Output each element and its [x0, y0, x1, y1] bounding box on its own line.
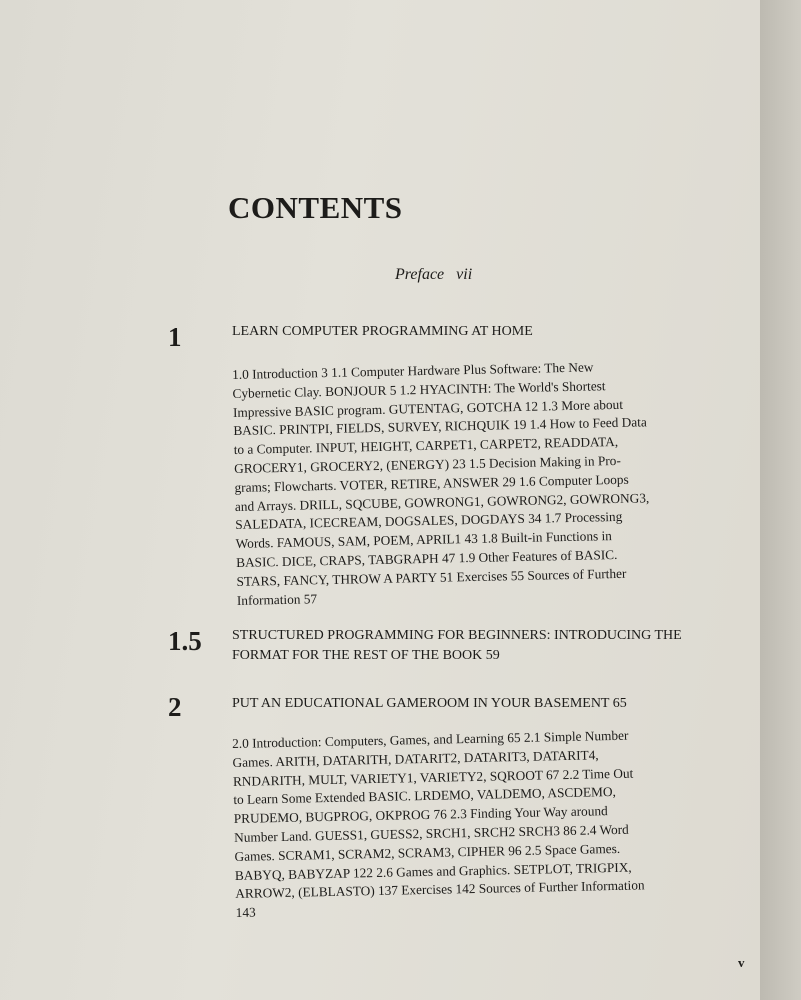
- chapter-1-line: Information 57: [236, 590, 318, 608]
- chapter-2-line: PRUDEMO, BUGPROG, OKPROG 76 2.3 Finding Your Way around: [233, 803, 608, 827]
- page-edge: [760, 0, 801, 1000]
- chapter-2-body: [232, 725, 706, 923]
- preface-page: vii: [456, 266, 473, 283]
- chapter-1-5-title-line: FORMAT FOR THE REST OF THE BOOK 59: [232, 648, 500, 663]
- page-number: v: [738, 955, 745, 970]
- chapter-1-line: SALEDATA, ICECREAM, DOGSALES, DOGDAYS 34 1.7 Processing: [235, 509, 623, 533]
- chapter-1-line: Cybernetic Clay. BONJOUR 5 1.2 HYACINTH: The World's Shortest: [232, 377, 606, 401]
- preface-label: Preface: [395, 266, 445, 283]
- chapter-1-5-number: 1.5: [168, 626, 202, 656]
- preface-entry: [395, 266, 472, 284]
- chapter-2-line: 143: [235, 904, 256, 921]
- chapter-1-line: 1.0 Introduction 3 1.1 Computer Hardware Plus Software: The New: [232, 359, 594, 382]
- chapter-1-line: to a Computer. INPUT, HEIGHT, CARPET1, CARPET2, READDATA,: [233, 434, 619, 458]
- chapter-1-line: GROCERY1, GROCERY2, (ENERGY) 23 1.5 Decision Making in Pro-: [233, 452, 621, 476]
- chapter-1-body: [232, 356, 707, 610]
- chapter-2-line: BABYQ, BABYZAP 122 2.6 Games and Graphics. SETPLOT, TRIGPIX,: [234, 859, 632, 883]
- chapter-1-line: and Arrays. DRILL, SQCUBE, GOWRONG1, GOWRONG2, GOWRONG3,: [234, 489, 650, 514]
- chapter-1-line: Words. FAMOUS, SAM, POEM, APRIL1 43 1.8 Built-in Functions in: [235, 528, 613, 552]
- chapter-2-line: RNDARITH, MULT, VARIETY1, VARIETY2, SQROOT 67 2.2 Time Out: [232, 765, 634, 789]
- chapter-1-line: BASIC. PRINTPI, FIELDS, SURVEY, RICHQUIK 19 1.4 How to Feed Data: [233, 414, 647, 439]
- chapter-2-line: Number Land. GUESS1, GUESS2, SRCH1, SRCH2 SRCH3 86 2.4 Word: [233, 821, 629, 845]
- chapter-1-line: Impressive BASIC program. GUTENTAG, GOTCHA 12 1.3 More about: [232, 396, 624, 420]
- chapter-1-number: 1: [168, 322, 182, 352]
- chapter-1-line: STARS, FANCY, THROW A PARTY 51 Exercises 55 Sources of Further: [236, 565, 627, 589]
- chapter-1-line: BASIC. DICE, CRAPS, TABGRAPH 47 1.9 Other Features of BASIC.: [235, 546, 618, 570]
- chapter-1-5-title-line: STRUCTURED PROGRAMMING FOR BEGINNERS: INTRODUCING THE: [232, 628, 682, 643]
- chapter-2-line: Games. ARITH, DATARITH, DATARIT2, DATARIT3, DATARIT4,: [232, 747, 599, 770]
- chapter-1-title: LEARN COMPUTER PROGRAMMING AT HOME: [232, 324, 533, 339]
- chapter-2-line: to Learn Some Extended BASIC. LRDEMO, VALDEMO, ASCDEMO,: [233, 784, 616, 808]
- chapter-2-line: ARROW2, (ELBLASTO) 137 Exercises 142 Sources of Further Information: [235, 877, 645, 902]
- chapter-2-title: PUT AN EDUCATIONAL GAMEROOM IN YOUR BASEMENT 65: [232, 696, 627, 711]
- contents-heading: CONTENTS: [228, 190, 403, 225]
- chapter-2-line: Games. SCRAM1, SCRAM2, SCRAM3, CIPHER 96 2.5 Space Games.: [234, 840, 621, 864]
- chapter-2-number: 2: [168, 692, 182, 722]
- chapter-1-line: grams; Flowcharts. VOTER, RETIRE, ANSWER 29 1.6 Computer Loops: [234, 471, 629, 495]
- chapter-1-5-title: [232, 626, 712, 666]
- chapter-2-line: 2.0 Introduction: Computers, Games, and Learning 65 2.1 Simple Number: [232, 727, 629, 751]
